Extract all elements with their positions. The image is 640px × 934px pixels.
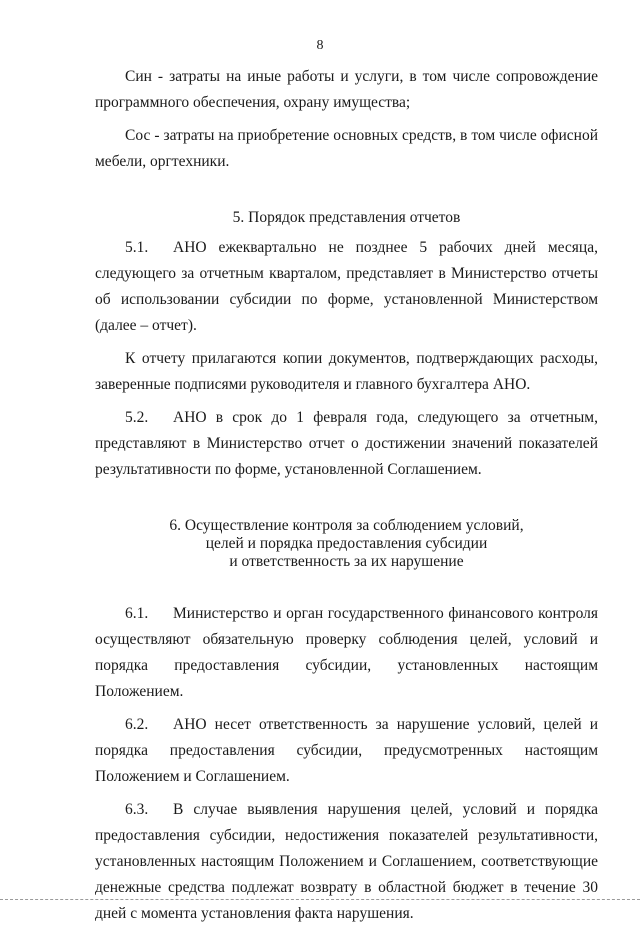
- paragraph-sin: Син - затраты на иные работы и услуги, в том числе сопровождение программного обеспечения, охрану имущества;: [95, 68, 598, 111]
- clause-5-1: [95, 235, 598, 339]
- clause-5-2: [95, 405, 598, 483]
- clause-text: Министерство и орган государственного финансового контроля осуществляют обязательную проверку соблюдения целей, условий и порядка предоставления субсидии, установленных настоящим Положением.: [95, 605, 598, 700]
- section-5-title: 5. Порядок представления отчетов: [232, 209, 461, 226]
- document-body: [95, 64, 598, 934]
- clause-number: 6.3.: [125, 801, 149, 818]
- clause-6-1: [95, 601, 598, 705]
- clause-text: АНО ежеквартально не позднее 5 рабочих дней месяца, следующего за отчетным кварталом, представляет в Министерство отчеты об использовании субсидии по форме, установленной Министерством (далее – отчет).: [95, 239, 598, 334]
- clause-text: В случае выявления нарушения целей, условий и порядка предоставления субсидии, недостижения показателей результативности, установленных настоящим Положением и Соглашением, соответствующие денежные средства подлежат возврату в областной бюджет в течение 30 дней с момента установления факта нарушения.: [95, 801, 598, 922]
- clause-text: АНО несет ответственность за нарушение условий, целей и порядка предоставления субсидии, предусмотренных настоящим Положением и Соглашением.: [95, 716, 598, 785]
- clause-number: 6.1.: [125, 605, 149, 622]
- section-6-title-line: целей и порядка предоставления субсидии: [205, 535, 488, 552]
- clause-6-2: [95, 712, 598, 790]
- clause-number: 5.1.: [125, 239, 149, 256]
- clause-6-3: [95, 797, 598, 927]
- section-6-title-line: и ответственность за их нарушение: [229, 553, 464, 570]
- clause-text: К отчету прилагаются копии документов, подтверждающих расходы, заверенные подписями руководителя и главного бухгалтера АНО.: [95, 350, 598, 393]
- clause-text: АНО в срок до 1 февраля года, следующего за отчетным, представляют в Министерство отчет о достижении значений показателей результативности по форме, установленной Соглашением.: [95, 409, 598, 478]
- page-number: 8: [316, 38, 324, 53]
- paragraph-sos: Сос - затраты на приобретение основных средств, в том числе офисной мебели, оргтехники.: [95, 127, 598, 170]
- clause-5-1-attachment: [95, 346, 598, 398]
- section-6-title-line: 6. Осуществление контроля за соблюдением условий,: [169, 517, 524, 534]
- clause-number: 5.2.: [125, 409, 149, 426]
- scan-edge-line: [0, 899, 640, 901]
- clause-number: 6.2.: [125, 716, 149, 733]
- section-6-title: [95, 517, 598, 571]
